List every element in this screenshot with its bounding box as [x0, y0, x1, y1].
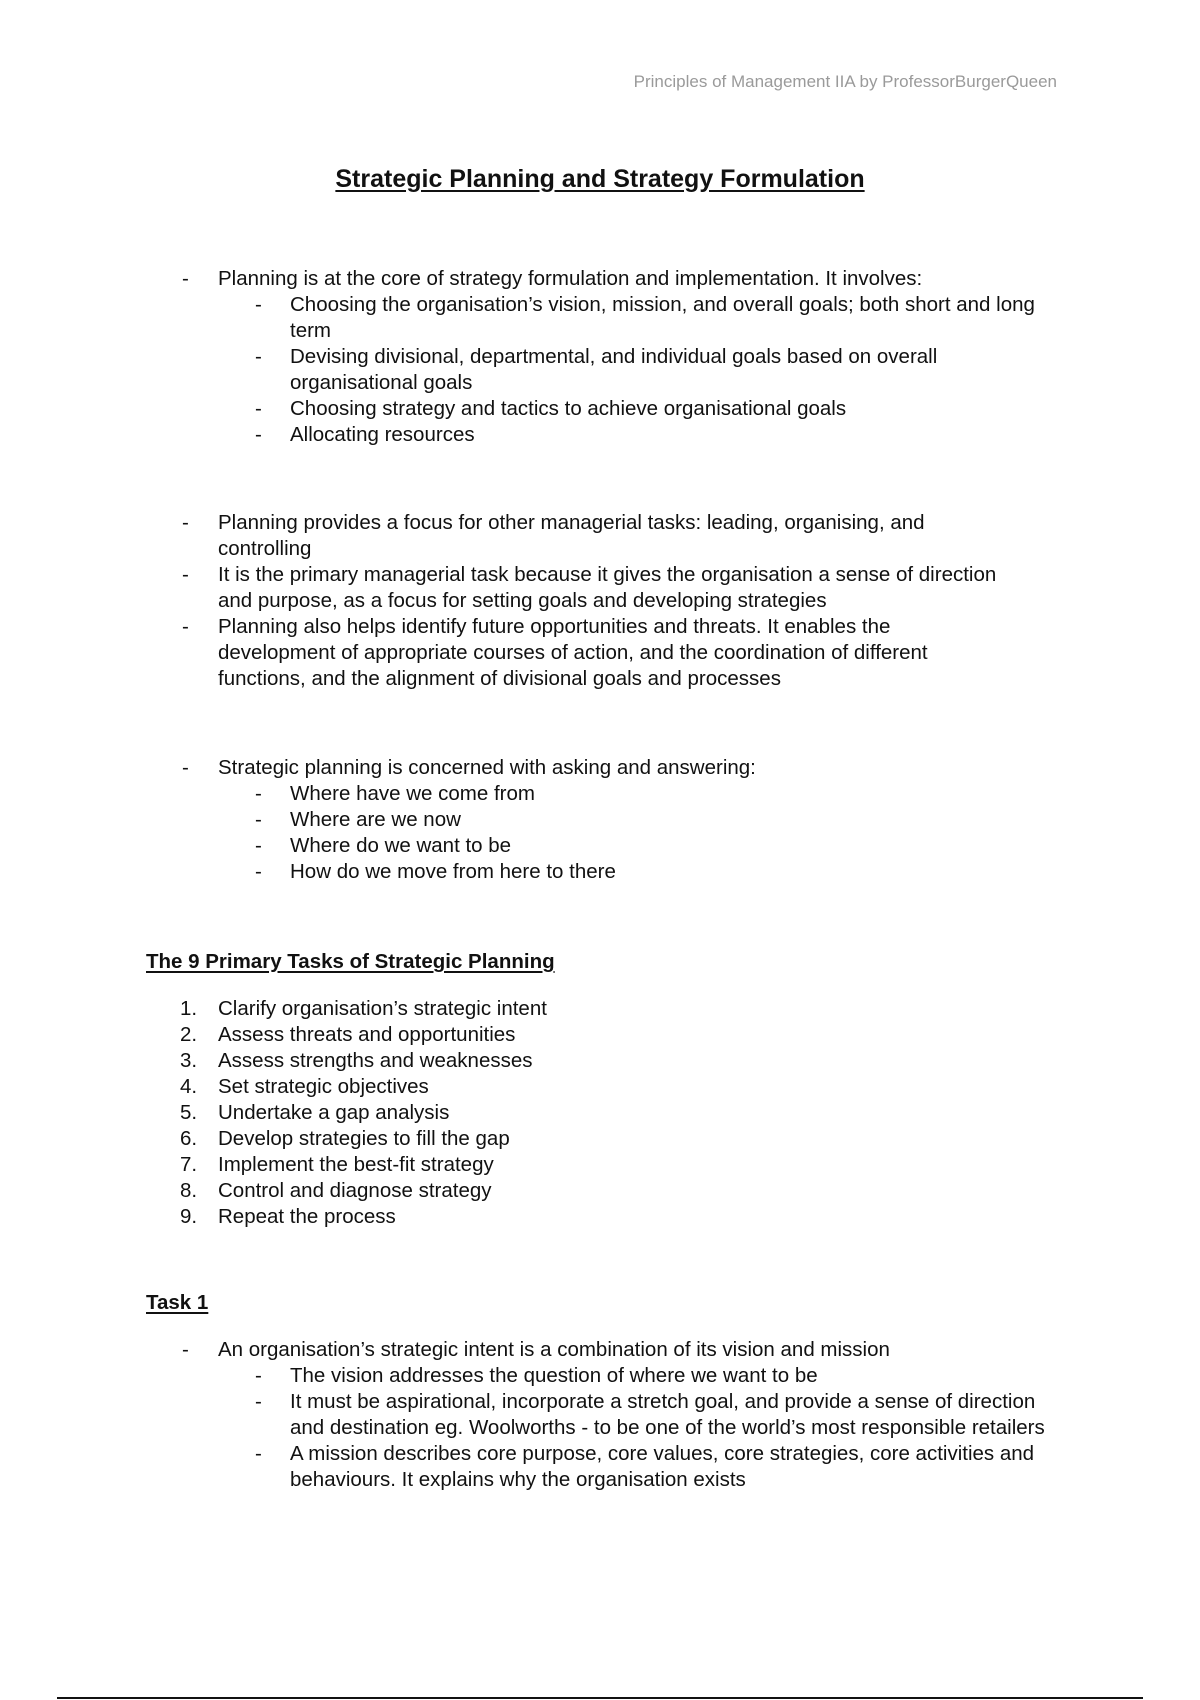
list-item	[0, 510, 998, 562]
list-item-text: The vision addresses the question of where we want to be	[290, 1364, 818, 1387]
bullet-dash: -	[255, 423, 262, 446]
bullet-dash: -	[182, 1338, 189, 1361]
list-item-text: Repeat the process	[218, 1205, 396, 1228]
list-item-text: Develop strategies to fill the gap	[218, 1127, 510, 1150]
list-item	[0, 1152, 547, 1178]
primary-tasks-heading: The 9 Primary Tasks of Strategic Planning	[146, 950, 555, 973]
bullet-dash: -	[182, 563, 189, 586]
list-item	[0, 781, 1070, 807]
list-item	[0, 1204, 547, 1230]
list-item-text: Strategic planning is concerned with asking and answering:	[218, 756, 756, 779]
list-number: 5.	[180, 1101, 198, 1124]
list-item-text: Devising divisional, departmental, and individual goals based on overall organisational goals	[290, 345, 938, 394]
list-item-text: Assess threats and opportunities	[218, 1023, 516, 1046]
list-item	[0, 859, 1070, 885]
list-item	[0, 1337, 1045, 1493]
planning-core-section	[0, 266, 1035, 448]
bullet-dash: -	[255, 293, 262, 316]
list-item	[0, 1389, 1070, 1441]
bullet-dash: -	[255, 834, 262, 857]
bullet-dash: -	[182, 511, 189, 534]
list-item-text: It must be aspirational, incorporate a stretch goal, and provide a sense of direction and destination eg. Woolworths - to be one of the world’s most responsible retailers	[290, 1390, 1045, 1439]
list-item-text: Implement the best-fit strategy	[218, 1153, 494, 1176]
list-item-text: An organisation’s strategic intent is a combination of its vision and mission	[218, 1338, 890, 1361]
list-item-text: A mission describes core purpose, core values, core strategies, core activities and behaviours. It explains why the organisation exists	[290, 1442, 1035, 1491]
list-item-text: Allocating resources	[290, 423, 475, 446]
list-number: 2.	[180, 1023, 198, 1046]
list-item-text: Clarify organisation’s strategic intent	[218, 997, 547, 1020]
document-header-note: Principles of Management IIA by ProfessorBurgerQueen	[633, 72, 1057, 91]
list-item-text: Where are we now	[290, 808, 461, 831]
task-1-heading: Task 1	[146, 1291, 209, 1314]
list-item	[0, 833, 1070, 859]
planning-focus-section	[0, 510, 998, 692]
list-number: 1.	[180, 997, 198, 1020]
list-item	[0, 1441, 1070, 1493]
list-item	[0, 396, 1070, 422]
list-item-text: Assess strengths and weaknesses	[218, 1049, 533, 1072]
bullet-dash: -	[255, 345, 262, 368]
list-number: 6.	[180, 1127, 198, 1150]
list-item	[0, 996, 547, 1022]
page-title: Strategic Planning and Strategy Formulation	[335, 165, 865, 193]
bullet-dash: -	[182, 615, 189, 638]
list-item	[0, 344, 1070, 396]
list-item-text: Planning also helps identify future opportunities and threats. It enables the development of appropriate courses of action, and the coordination of different functions, and the alignment of divisional goals and processes	[218, 615, 928, 690]
list-item	[0, 755, 998, 885]
list-item	[0, 614, 998, 692]
list-item-text: Set strategic objectives	[218, 1075, 429, 1098]
task-1-section	[0, 1337, 1045, 1493]
list-number: 7.	[180, 1153, 198, 1176]
list-item-text: Where do we want to be	[290, 834, 512, 857]
bullet-dash: -	[255, 808, 262, 831]
list-number: 9.	[180, 1205, 198, 1228]
list-item	[0, 1363, 1070, 1389]
list-item-text: Planning provides a focus for other managerial tasks: leading, organising, and controlling	[218, 511, 925, 560]
list-item-text: Choosing the organisation’s vision, mission, and overall goals; both short and long term	[290, 293, 1035, 342]
list-item	[0, 292, 1070, 344]
list-item	[0, 1048, 547, 1074]
list-item	[0, 266, 1035, 448]
list-item	[0, 562, 998, 614]
strategic-questions-section	[0, 755, 998, 885]
list-item	[0, 422, 1070, 448]
list-item-text: How do we move from here to there	[290, 860, 616, 883]
bullet-dash: -	[255, 1442, 262, 1465]
list-item-text: Undertake a gap analysis	[218, 1101, 450, 1124]
list-item-text: Control and diagnose strategy	[218, 1179, 492, 1202]
list-item-text: Planning is at the core of strategy formulation and implementation. It involves:	[218, 267, 923, 290]
list-number: 4.	[180, 1075, 198, 1098]
bullet-dash: -	[255, 1364, 262, 1387]
list-item	[0, 1126, 547, 1152]
bullet-dash: -	[255, 860, 262, 883]
primary-tasks-list	[0, 996, 547, 1230]
list-item	[0, 1074, 547, 1100]
bullet-dash: -	[182, 267, 189, 290]
bullet-dash: -	[255, 782, 262, 805]
list-number: 8.	[180, 1179, 198, 1202]
list-number: 3.	[180, 1049, 198, 1072]
list-item	[0, 1022, 547, 1048]
list-item-text: Choosing strategy and tactics to achieve organisational goals	[290, 397, 847, 420]
bullet-dash: -	[255, 397, 262, 420]
list-item-text: It is the primary managerial task because it gives the organisation a sense of direction and purpose, as a focus for setting goals and developing strategies	[218, 563, 997, 612]
bullet-dash: -	[255, 1390, 262, 1413]
list-item	[0, 1178, 547, 1204]
footer-divider	[57, 1697, 1143, 1699]
list-item-text: Where have we come from	[290, 782, 535, 805]
list-item	[0, 807, 1070, 833]
bullet-dash: -	[182, 756, 189, 779]
list-item	[0, 1100, 547, 1126]
